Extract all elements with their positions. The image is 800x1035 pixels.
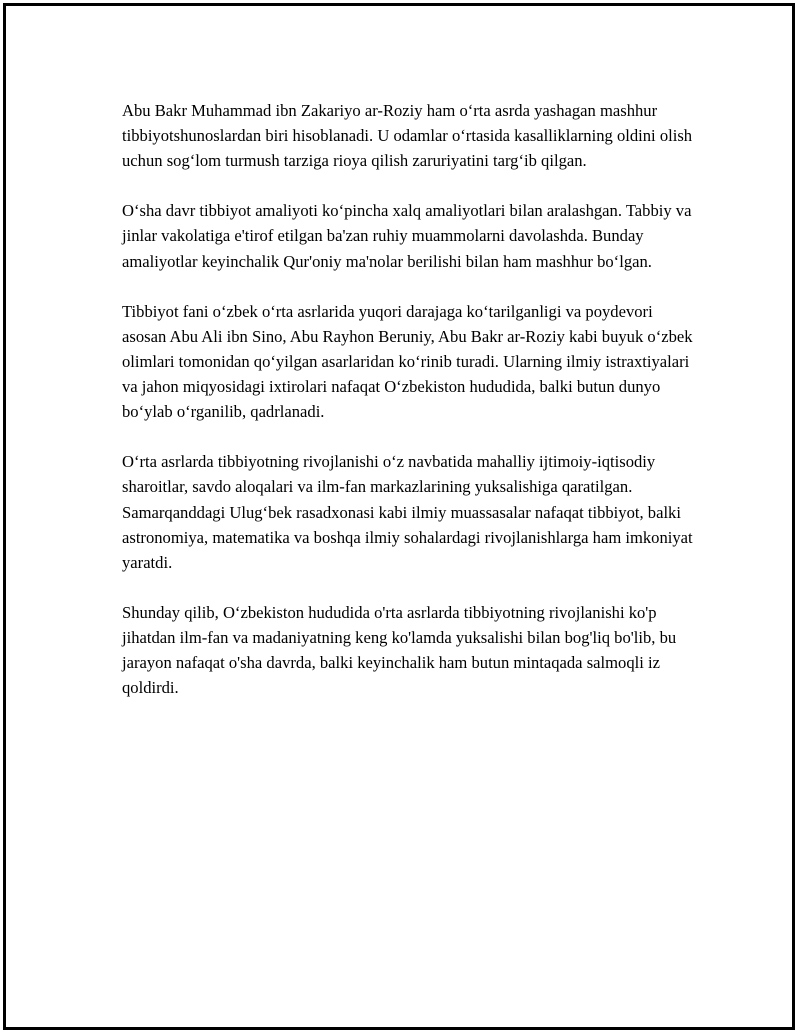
paragraph-2: O‘sha davr tibbiyot amaliyoti ko‘pincha xalq amaliyotlari bilan aralashgan. Tabbiy va jinlar vakolatiga e'tirof etilgan ba'zan ruhiy muammolarni davolashda. Bunday amaliyotlar keyinchalik Qur'oniy ma'nolar berilishi bilan ham mashhur bo‘lgan.	[122, 201, 692, 271]
paragraph-5: Shunday qilib, O‘zbekiston hududida o'rta asrlarda tibbiyotning rivojlanishi ko'p jihatdan ilm-fan va madaniyatning keng ko'lamda yuksalishi bilan bog'liq bo'lib, bu jarayon nafaqat o'sha davrda, balki keyinchalik ham butun mintaqada salmoqli iz qoldirdi.	[122, 602, 677, 698]
paragraph-3: Tibbiyot fani o‘zbek o‘rta asrlarida yuqori darajaga ko‘tarilganligi va poydevori asosan Abu Ali ibn Sino, Abu Rayhon Beruniy, Abu Bakr ar-Roziy kabi buyuk o‘zbek olimlari tomonidan qo‘yilgan asarlaridan ko‘rinib turadi. Ularning ilmiy istraxtiyalari va jahon miqyosidagi ixtirolari nafaqat O‘zbekiston hududida, balki butun dunyo bo‘ylab o‘rganilib, qadrlanadi.	[122, 301, 693, 422]
document-body	[122, 98, 694, 725]
paragraph-4: O‘rta asrlarda tibbiyotning rivojlanishi o‘z navbatida mahalliy ijtimoiy-iqtisodiy sharoitlar, savdo aloqalari va ilm-fan markazlarining yuksalishiga qaratilgan. Samarqanddagi Ulug‘bek rasadxonasi kabi ilmiy muassasalar nafaqat tibbiyot, balki astronomiya, matematika va boshqa ilmiy sohalardagi rivojlanishlarga ham imkoniyat yaratdi.	[122, 452, 693, 572]
paragraph-1: Abu Bakr Muhammad ibn Zakariyo ar-Roziy ham o‘rta asrda yashagan mashhur tibbiyotshunoslardan biri hisoblanadi. U odamlar o‘rtasida kasalliklarning oldini olish uchun sog‘lom turmush tarziga rioya qilish zaruriyatini targ‘ib qilgan.	[122, 101, 693, 171]
page-frame	[3, 3, 795, 1030]
